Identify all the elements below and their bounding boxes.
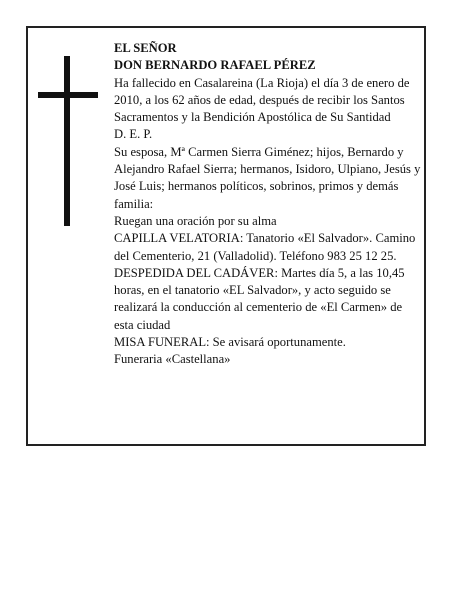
deceased-name: DON BERNARDO RAFAEL PÉREZ bbox=[114, 58, 316, 73]
rip-line: D. E. P. bbox=[114, 127, 153, 142]
cross-vertical-bar bbox=[64, 56, 70, 226]
obituary-notice bbox=[26, 26, 426, 446]
prayer-request: Ruegan una oración por su alma bbox=[114, 213, 277, 228]
title-line-1: EL SEÑOR bbox=[114, 41, 177, 55]
cross-horizontal-bar bbox=[38, 92, 98, 98]
family-list: Su esposa, Mª Carmen Sierra Giménez; hijos, Bernardo y Alejandro Rafael Sierra; hermanos, Isidoro, Ulpiano, Jesús y José Luis; hermanos políticos, sobrinos, primos y demás familia: bbox=[114, 144, 421, 211]
cross-icon bbox=[38, 56, 98, 226]
death-announcement: Ha fallecido en Casalareina (La Rioja) el día 3 de enero de 2010, a los 62 años de edad, después de recibir los Santos Sacramentos y la Bendición Apostólica de Su Santidad bbox=[114, 75, 410, 125]
notice-text bbox=[114, 40, 422, 369]
funeral-chapel-info: CAPILLA VELATORIA: Tanatorio «El Salvador». Camino del Cementerio, 21 (Valladolid). Teléfono 983 25 12 25. bbox=[114, 231, 416, 263]
funeral-home: Funeraria «Castellana» bbox=[114, 352, 231, 367]
funeral-mass-info: MISA FUNERAL: Se avisará oportunamente. bbox=[114, 335, 346, 350]
farewell-info: DESPEDIDA DEL CADÁVER: Martes día 5, a las 10,45 horas, en el tanatorio «EL Salvador», y acto seguido se realizará la conducción al cementerio de «El Carmen» de esta ciudad bbox=[114, 265, 405, 332]
